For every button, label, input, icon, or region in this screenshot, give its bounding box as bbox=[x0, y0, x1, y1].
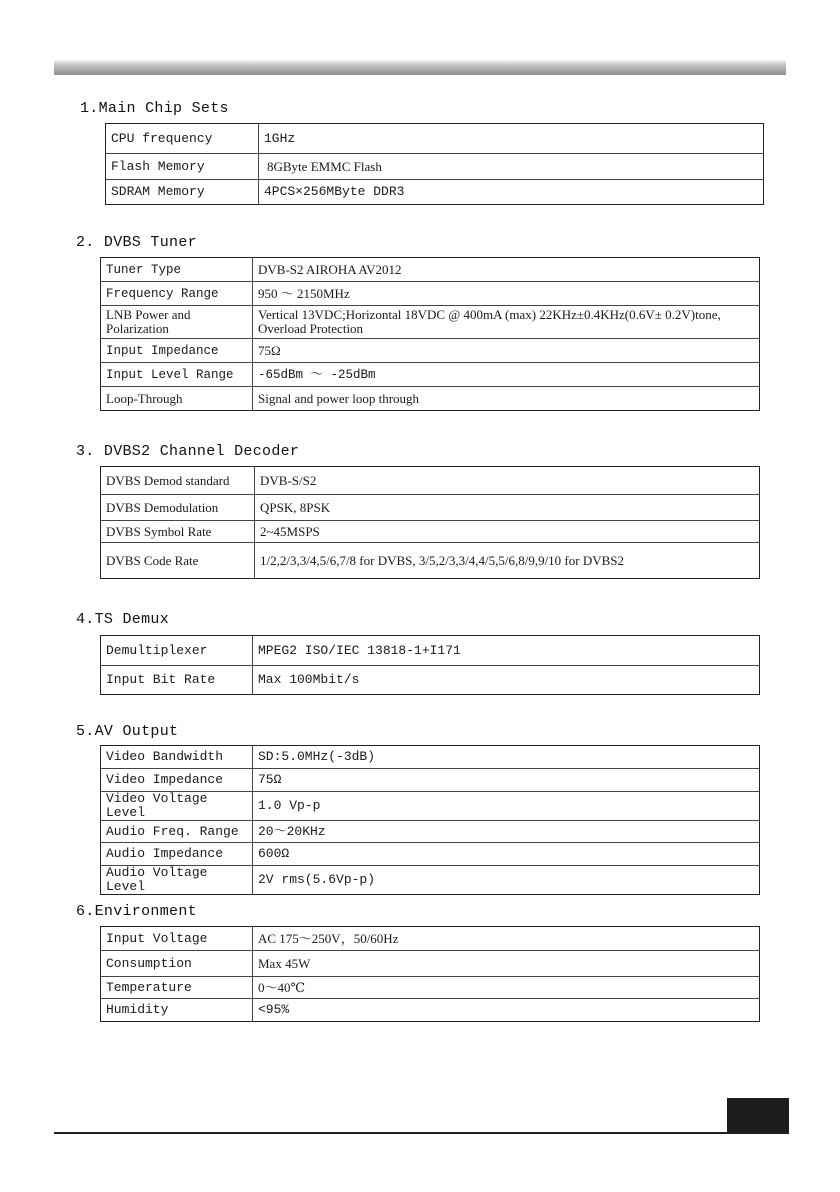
table-row bbox=[106, 180, 764, 205]
spec-key: Video Voltage Level bbox=[101, 792, 253, 821]
table-row bbox=[101, 339, 760, 363]
spec-key: Audio Freq. Range bbox=[101, 821, 253, 843]
spec-key: Humidity bbox=[101, 999, 253, 1022]
spec-key: CPU frequency bbox=[106, 124, 259, 154]
spec-value: Max 100Mbit/s bbox=[258, 672, 360, 687]
table-row bbox=[101, 543, 760, 579]
spec-value: 8GByte EMMC Flash bbox=[259, 154, 764, 180]
spec-value: -65dBm ～ -25dBm bbox=[253, 363, 760, 387]
spec-key: LNB Power and Polarization bbox=[101, 306, 253, 339]
spec-key: Input Bit Rate bbox=[101, 666, 253, 695]
spec-key: DVBS Code Rate bbox=[101, 543, 255, 579]
table-row bbox=[101, 927, 760, 951]
table-row bbox=[101, 387, 760, 411]
table-row bbox=[106, 124, 764, 154]
spec-key: Input Voltage bbox=[101, 927, 253, 951]
spec-table-av-output bbox=[100, 745, 760, 895]
table-row bbox=[101, 636, 760, 666]
spec-key: Input Impedance bbox=[101, 339, 253, 363]
spec-value: 2~45MSPS bbox=[255, 521, 760, 543]
spec-key: Consumption bbox=[101, 951, 253, 977]
table-row bbox=[101, 258, 760, 282]
spec-value: DVB-S/S2 bbox=[255, 467, 760, 495]
spec-key: DVBS Symbol Rate bbox=[101, 521, 255, 543]
spec-key: Audio Voltage Level bbox=[101, 866, 253, 895]
table-row bbox=[101, 521, 760, 543]
spec-value: 4PCS×256MByte DDR3 bbox=[264, 184, 405, 199]
spec-table-dvbs-tuner bbox=[100, 257, 760, 411]
spec-table-ts-demux bbox=[100, 635, 760, 695]
footer-rule bbox=[54, 1132, 789, 1134]
spec-value: Vertical 13VDC;Horizontal 18VDC @ 400mA (max) 22KHz±0.4KHz(0.6V± 0.2V)tone, Overload Protection bbox=[253, 306, 760, 339]
spec-key: Tuner Type bbox=[101, 258, 253, 282]
section-title-dvbs-tuner: 2. DVBS Tuner bbox=[76, 234, 197, 251]
table-row bbox=[101, 821, 760, 843]
spec-value: Signal and power loop through bbox=[258, 390, 420, 406]
spec-value: 75Ω bbox=[253, 339, 760, 363]
spec-key: DVBS Demodulation bbox=[101, 495, 255, 521]
spec-value: MPEG2 ISO/IEC 13818-1+I171 bbox=[253, 636, 760, 666]
spec-table-environment bbox=[100, 926, 760, 1022]
spec-value: 20～20KHz bbox=[253, 821, 760, 843]
spec-value: 600Ω bbox=[253, 843, 760, 866]
table-row bbox=[101, 495, 760, 521]
spec-key: Loop-Through bbox=[101, 387, 253, 411]
spec-value: 1.0 Vp-p bbox=[253, 792, 760, 821]
spec-value: Max 45W bbox=[253, 951, 760, 977]
spec-key: Video Impedance bbox=[101, 769, 253, 792]
table-row bbox=[101, 866, 760, 895]
spec-key: Audio Impedance bbox=[101, 843, 253, 866]
table-row bbox=[101, 363, 760, 387]
spec-value: DVB-S2 AIROHA AV2012 bbox=[253, 258, 760, 282]
spec-key: Demultiplexer bbox=[101, 636, 253, 666]
spec-value: 0～40℃ bbox=[253, 977, 760, 999]
spec-value: 1GHz bbox=[259, 124, 764, 154]
table-row bbox=[106, 154, 764, 180]
spec-table-channel-decoder bbox=[100, 466, 760, 579]
table-row bbox=[101, 769, 760, 792]
page-number-box bbox=[727, 1098, 789, 1133]
spec-value: SD:5.0MHz(-3dB) bbox=[253, 746, 760, 769]
table-row bbox=[101, 467, 760, 495]
table-row bbox=[101, 843, 760, 866]
spec-value: AC 175～250V，50/60Hz bbox=[253, 927, 760, 951]
section-title-av-output: 5.AV Output bbox=[76, 723, 179, 740]
spec-value: 75Ω bbox=[253, 769, 760, 792]
spec-value: 950 ～ 2150MHz bbox=[253, 282, 760, 306]
spec-table-main-chip-sets bbox=[105, 123, 764, 205]
spec-key: Temperature bbox=[101, 977, 253, 999]
section-title-environment: 6.Environment bbox=[76, 903, 197, 920]
spec-key: DVBS Demod standard bbox=[101, 467, 255, 495]
table-row bbox=[101, 999, 760, 1022]
table-row bbox=[101, 306, 760, 339]
section-title-ts-demux: 4.TS Demux bbox=[76, 611, 170, 628]
table-row bbox=[101, 977, 760, 999]
spec-key: Flash Memory bbox=[106, 154, 259, 180]
header-bar bbox=[54, 60, 786, 75]
spec-value: <95% bbox=[258, 1002, 290, 1017]
spec-value: QPSK, 8PSK bbox=[255, 495, 760, 521]
table-row bbox=[101, 792, 760, 821]
section-title-dvbs2-channel-decoder: 3. DVBS2 Channel Decoder bbox=[76, 443, 300, 460]
spec-value: 2V rms(5.6Vp-p) bbox=[258, 872, 376, 887]
section-title-main-chip-sets: 1.Main Chip Sets bbox=[80, 100, 229, 117]
table-row bbox=[101, 746, 760, 769]
spec-value: 1/2,2/3,3/4,5/6,7/8 for DVBS, 3/5,2/3,3/4,4/5,5/6,8/9,9/10 for DVBS2 bbox=[260, 552, 625, 568]
spec-key: Frequency Range bbox=[101, 282, 253, 306]
spec-key: Video Bandwidth bbox=[101, 746, 253, 769]
spec-key: SDRAM Memory bbox=[106, 180, 259, 205]
table-row bbox=[101, 282, 760, 306]
table-row bbox=[101, 951, 760, 977]
spec-key: Input Level Range bbox=[101, 363, 253, 387]
table-row bbox=[101, 666, 760, 695]
